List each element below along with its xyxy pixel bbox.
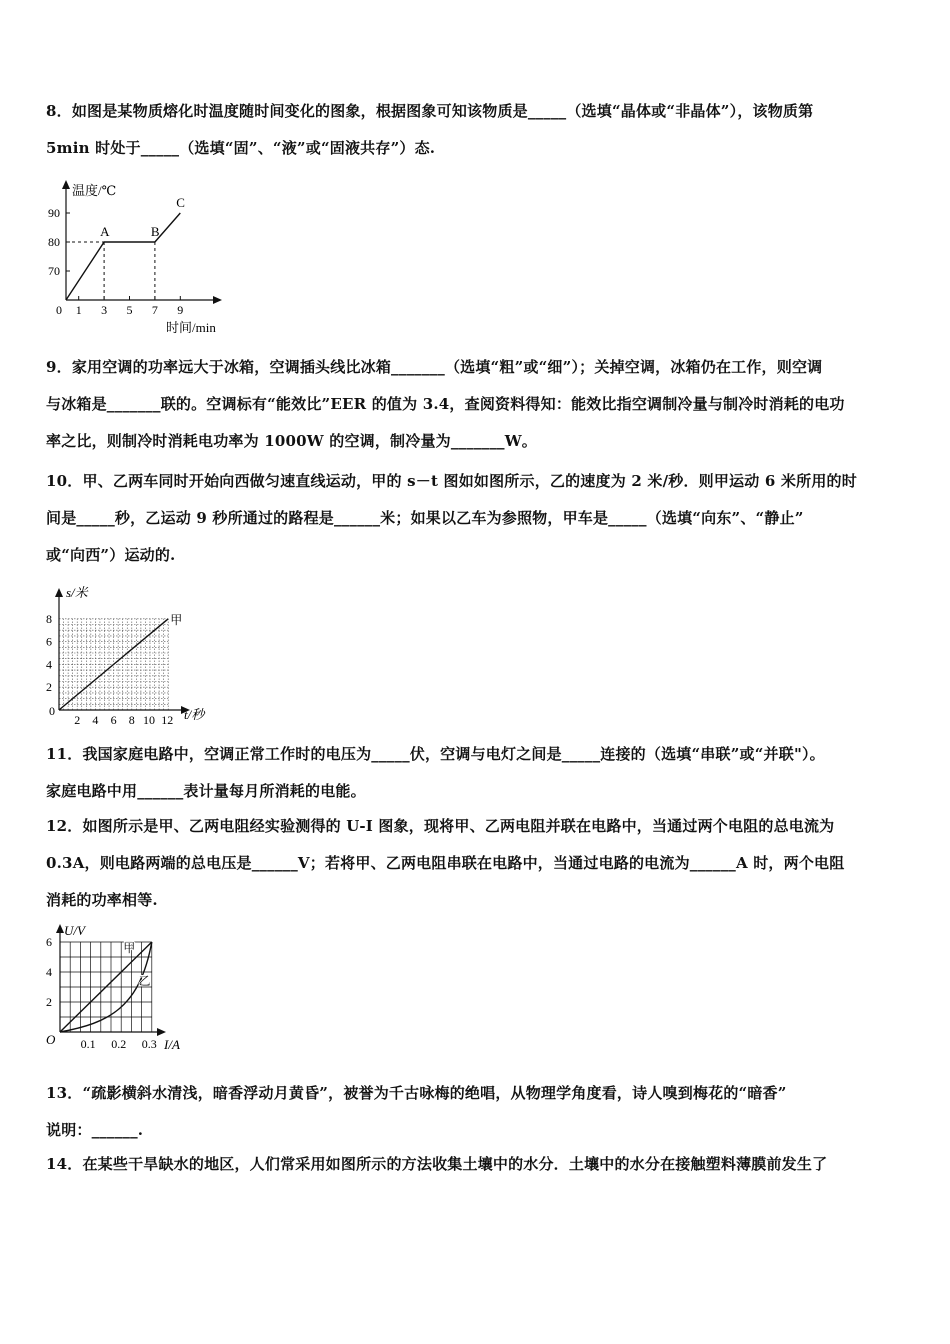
question-14 xyxy=(46,1146,906,1183)
fig12-x-tick-label: 0.2 xyxy=(111,1037,127,1051)
fig8-point-label-C: C xyxy=(176,195,185,210)
fig8-ylabel: 温度/℃ xyxy=(72,183,117,198)
fig8-x-tick-label: 5 xyxy=(126,303,133,317)
question-12 xyxy=(46,808,906,919)
fig10-y-tick-label: 6 xyxy=(46,634,52,649)
fig12-x-tick-label: 0.3 xyxy=(141,1037,157,1051)
question-11-line-1: 11．我国家庭电路中，空调正常工作时的电压为_____伏，空调与电灯之间是_____连接的（选填“串联”或“并联"）。 xyxy=(46,745,825,763)
question-9-line-2: 与冰箱是_______联的。空调标有“能效比”EER 的值为 3.4，查阅资料得知：能效比指空调制冷量与制冷时消耗的电功 xyxy=(46,395,845,413)
fig12-series-label-yi: 乙 xyxy=(138,974,151,988)
fig8-point-label-B: B xyxy=(150,224,160,239)
fig12-origin: O xyxy=(46,1032,56,1047)
fig8-x-tick-label: 9 xyxy=(177,303,184,317)
fig12-ylabel: U/V xyxy=(64,923,85,938)
fig12-x-tick-label: 0.1 xyxy=(80,1037,96,1051)
fig8-x-tick-label: 1 xyxy=(75,303,82,317)
fig8-x-axis-arrow xyxy=(213,296,222,304)
fig8-y-tick-label: 90 xyxy=(48,206,60,220)
fig10-x-tick-label: 4 xyxy=(92,713,99,727)
fig10-ylabel: s/米 xyxy=(66,585,88,600)
fig12-x-axis-arrow xyxy=(157,1028,166,1036)
fig12-plot xyxy=(46,924,166,1051)
question-13-line-1: 13．“疏影横斜水清浅，暗香浮动月黄昏”，被誉为千古咏梅的绝唱，从物理学角度看，诗人嗅到梅花的“暗香” xyxy=(46,1084,787,1102)
fig10-x-tick-label: 6 xyxy=(110,713,117,727)
fig8-y-axis-arrow xyxy=(62,180,70,189)
question-8 xyxy=(46,93,906,167)
fig10-y-axis-arrow xyxy=(55,588,63,597)
question-8-line-1: 8．如图是某物质熔化时温度随时间变化的图象，根据图象可知该物质是_____（选填“晶体或“非晶体”），该物质第 xyxy=(46,102,814,120)
question-10 xyxy=(46,463,906,574)
fig8-series-line xyxy=(66,213,180,300)
fig10-plot xyxy=(46,588,190,727)
question-9 xyxy=(46,349,906,460)
question-10-line-1: 10．甲、乙两车同时开始向西做匀速直线运动，甲的 s－t 图如如图所示，乙的速度为 2 米/秒．则甲运动 6 米所用的时 xyxy=(46,472,857,490)
fig12-y-tick-label: 4 xyxy=(46,965,52,979)
fig8-point-label-A: A xyxy=(100,224,110,239)
fig8-y-tick-label: 70 xyxy=(48,264,60,278)
question-10-line-2: 间是_____秒，乙运动 9 秒所通过的路程是______米；如果以乙车为参照物，甲车是_____（选填“向东”、“静止” xyxy=(46,509,804,527)
fig8-xlabel: 时间/min xyxy=(166,320,216,335)
fig10-xlabel: t/秒 xyxy=(184,707,205,722)
fig8-plot xyxy=(48,180,222,317)
question-12-line-3: 消耗的功率相等. xyxy=(46,891,158,909)
fig10-y-tick-label: 8 xyxy=(46,611,52,626)
fig12-y-tick-label: 2 xyxy=(46,995,52,1009)
fig12-xlabel: I/A xyxy=(164,1037,180,1052)
figure-8-temperature-chart xyxy=(42,176,242,336)
question-9-line-3: 率之比，则制冷时消耗电功率为 1000W 的空调，制冷量为_______W。 xyxy=(46,432,537,450)
question-14-line-1: 14．在某些干旱缺水的地区，人们常采用如图所示的方法收集土壤中的水分．土壤中的水分在接触塑料薄膜前发生了 xyxy=(46,1155,828,1173)
fig8-y-tick-label: 80 xyxy=(48,235,60,249)
fig12-y-axis-arrow xyxy=(56,924,64,933)
question-12-line-1: 12．如图所示是甲、乙两电阻经实验测得的 U-I 图象，现将甲、乙两电阻并联在电路中，当通过两个电阻的总电流为 xyxy=(46,817,835,835)
fig12-y-tick-label: 6 xyxy=(46,935,52,949)
question-13 xyxy=(46,1075,906,1149)
question-11-line-2: 家庭电路中用______表计量每月所消耗的电能。 xyxy=(46,782,366,800)
fig10-series-label: 甲 xyxy=(170,612,183,627)
question-13-line-2: 说明：______. xyxy=(46,1121,144,1139)
fig8-origin: 0 xyxy=(56,303,62,317)
fig10-origin: 0 xyxy=(49,704,55,718)
figure-12-voltage-current-chart xyxy=(40,920,210,1055)
fig10-y-tick-label: 2 xyxy=(46,680,52,695)
fig8-x-tick-label: 3 xyxy=(101,303,108,317)
fig10-x-tick-label: 2 xyxy=(74,713,81,727)
question-12-line-2: 0.3A，则电路两端的总电压是______V；若将甲、乙两电阻串联在电路中，当通过电路的电流为______A 时，两个电阻 xyxy=(46,854,845,872)
fig10-y-tick-label: 4 xyxy=(46,657,52,672)
fig8-x-tick-label: 7 xyxy=(151,303,158,317)
fig10-x-tick-label: 8 xyxy=(128,713,135,727)
fig10-x-tick-label: 12 xyxy=(161,713,174,727)
question-9-line-1: 9．家用空调的功率远大于冰箱，空调插头线比冰箱_______（选填“粗”或“细”）；关掉空调，冰箱仍在工作，则空调 xyxy=(46,358,823,376)
fig10-x-tick-label: 10 xyxy=(143,713,155,727)
question-8-line-2: 5min 时处于_____（选填“固”、“液”或“固液共存”）态. xyxy=(46,139,436,157)
question-11 xyxy=(46,736,906,810)
figure-10-distance-time-chart xyxy=(44,580,234,728)
question-10-line-3: 或“向西”）运动的. xyxy=(46,546,176,564)
fig12-series-label-jia: 甲 xyxy=(123,941,136,955)
